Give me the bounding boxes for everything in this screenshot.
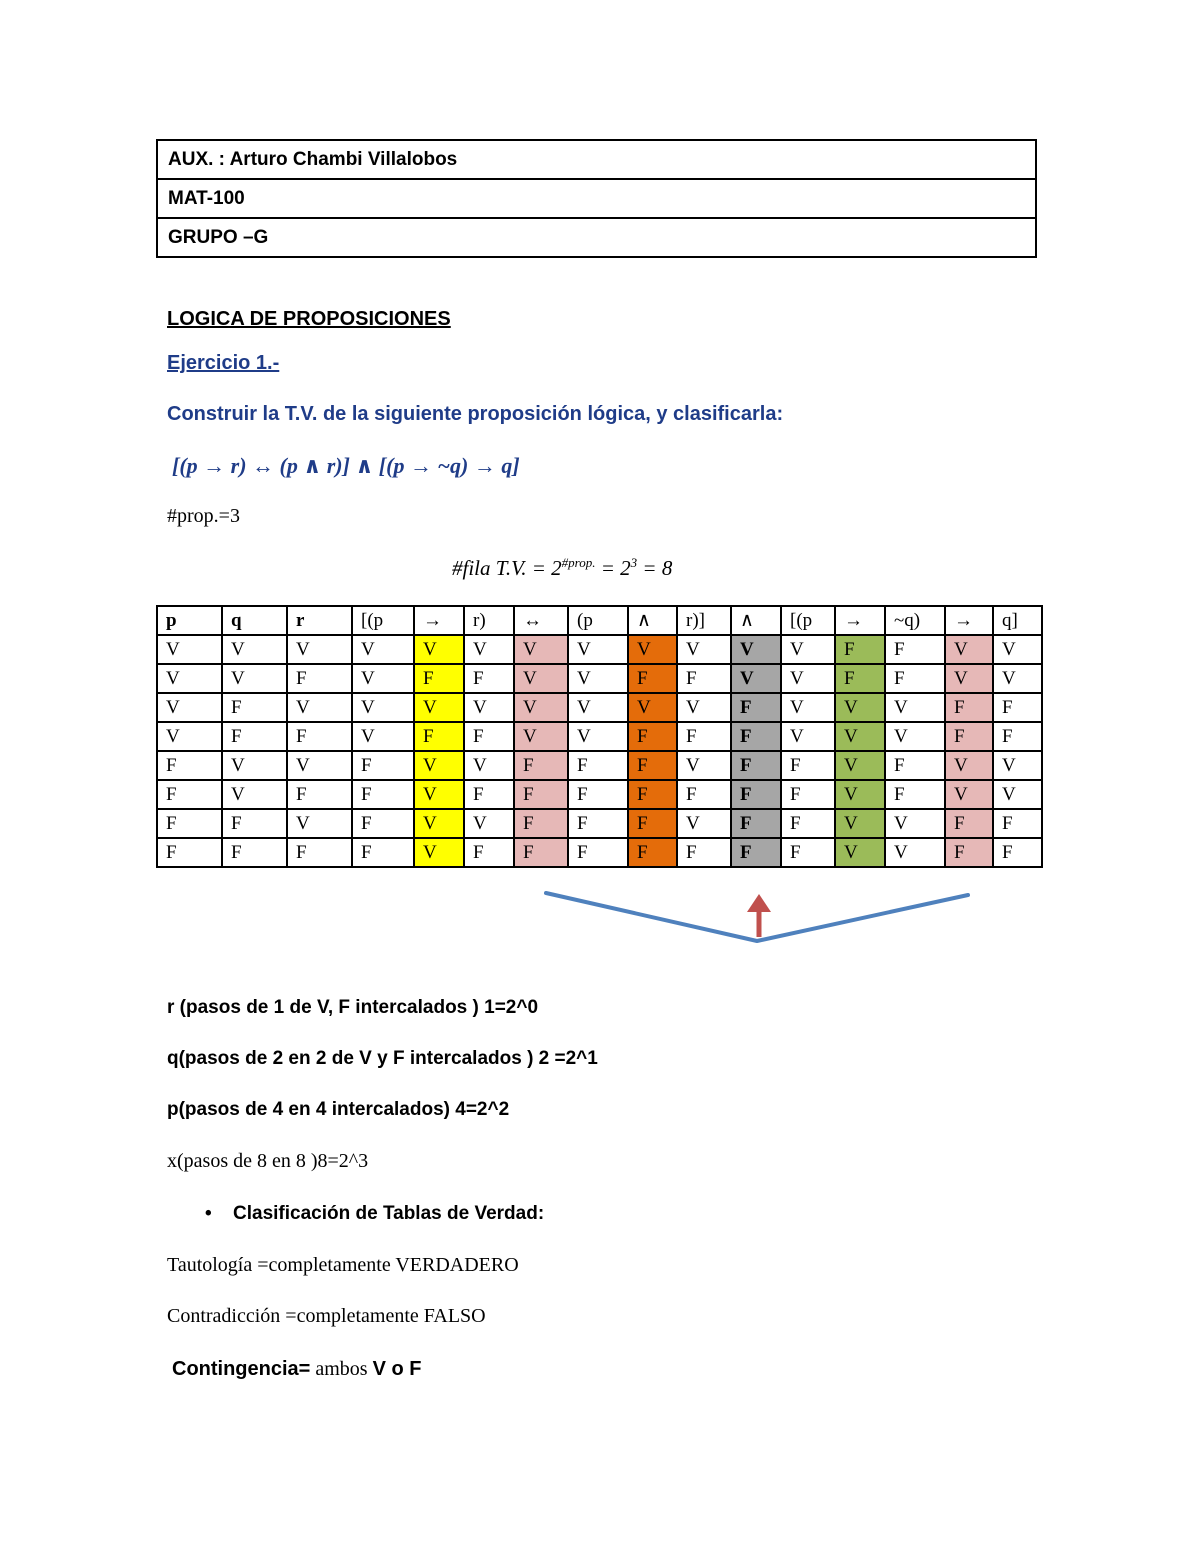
table-cell: F	[731, 780, 781, 809]
table-cell: V	[781, 693, 835, 722]
table-cell: F	[464, 664, 514, 693]
table-cell: V	[835, 780, 885, 809]
table-cell: F	[781, 780, 835, 809]
table-cell: F	[781, 838, 835, 867]
table-cell: V	[993, 635, 1042, 664]
table-cell: V	[993, 751, 1042, 780]
table-cell: F	[352, 780, 414, 809]
table-cell: V	[414, 838, 464, 867]
table-cell: V	[414, 780, 464, 809]
table-cell: F	[945, 693, 993, 722]
table-cell: V	[222, 635, 287, 664]
table-cell: F	[993, 693, 1042, 722]
table-cell: F	[568, 751, 628, 780]
table-cell: V	[464, 635, 514, 664]
table-cell: F	[885, 751, 945, 780]
table-cell: F	[464, 838, 514, 867]
table-cell: F	[568, 809, 628, 838]
table-cell: V	[568, 693, 628, 722]
table-cell: V	[628, 635, 677, 664]
table-cell: V	[157, 693, 222, 722]
table-cell: V	[993, 780, 1042, 809]
aux-name: AUX. : Arturo Chambi Villalobos	[157, 140, 1036, 179]
table-cell: V	[568, 635, 628, 664]
table-cell: V	[885, 722, 945, 751]
table-cell: F	[945, 722, 993, 751]
table-header-cell: ↔	[514, 606, 568, 635]
table-cell: F	[628, 722, 677, 751]
logic-formula: [(p → r) ↔ (p ∧ r)] ∧ [(p → ~q) → q]	[172, 453, 520, 478]
table-header-cell: [(p	[781, 606, 835, 635]
table-cell: V	[835, 809, 885, 838]
table-header-cell: ∧	[731, 606, 781, 635]
table-cell: V	[835, 838, 885, 867]
table-cell: V	[677, 809, 731, 838]
table-cell: F	[677, 838, 731, 867]
table-header-cell: ∧	[628, 606, 677, 635]
table-cell: V	[835, 751, 885, 780]
table-cell: V	[514, 722, 568, 751]
contingency-text: Contingencia= ambos V o F	[172, 1358, 422, 1380]
table-cell: F	[677, 722, 731, 751]
table-cell: V	[414, 635, 464, 664]
table-cell: F	[628, 751, 677, 780]
table-cell: F	[945, 838, 993, 867]
table-cell: V	[677, 635, 731, 664]
note-q: q(pasos de 2 en 2 de V y F intercalados ) 2 =2^1	[167, 1048, 598, 1069]
table-cell: V	[287, 635, 352, 664]
table-cell: V	[464, 693, 514, 722]
table-cell: F	[352, 838, 414, 867]
table-header-cell: q	[222, 606, 287, 635]
table-cell: V	[677, 693, 731, 722]
table-cell: F	[628, 809, 677, 838]
table-cell: F	[993, 838, 1042, 867]
table-cell: F	[731, 751, 781, 780]
table-cell: V	[945, 751, 993, 780]
table-cell: V	[464, 809, 514, 838]
table-cell: V	[885, 838, 945, 867]
table-cell: F	[731, 809, 781, 838]
table-cell: V	[781, 722, 835, 751]
table-header-cell: r)	[464, 606, 514, 635]
table-header-cell: →	[945, 606, 993, 635]
table-cell: F	[731, 838, 781, 867]
table-cell: V	[414, 693, 464, 722]
table-cell: V	[157, 722, 222, 751]
table-cell: V	[222, 664, 287, 693]
table-header-cell: p	[157, 606, 222, 635]
table-cell: V	[781, 664, 835, 693]
table-cell: F	[677, 780, 731, 809]
table-cell: V	[514, 635, 568, 664]
table-cell: F	[781, 809, 835, 838]
bullet-icon: •	[205, 1203, 212, 1224]
table-cell: F	[222, 722, 287, 751]
table-cell: F	[993, 722, 1042, 751]
table-cell: V	[222, 780, 287, 809]
table-cell: F	[514, 809, 568, 838]
table-cell: F	[352, 809, 414, 838]
table-cell: F	[993, 809, 1042, 838]
table-header-cell: r	[287, 606, 352, 635]
table-cell: F	[222, 693, 287, 722]
table-cell: F	[568, 838, 628, 867]
note-p: p(pasos de 4 en 4 intercalados) 4=2^2	[167, 1099, 510, 1120]
exercise-heading: Ejercicio 1.-	[167, 352, 280, 374]
table-cell: V	[414, 751, 464, 780]
classification-heading: • Clasificación de Tablas de Verdad:	[205, 1203, 545, 1224]
red-arrow-head	[747, 894, 771, 912]
instruction-text: Construir la T.V. de la siguiente proposición lógica, y clasificarla:	[167, 403, 784, 425]
table-header-cell: →	[835, 606, 885, 635]
table-cell: V	[157, 664, 222, 693]
table-cell: F	[287, 664, 352, 693]
table-cell: V	[287, 693, 352, 722]
rows-formula: #fila T.V. = $2^{\#prop.} = 2^3 = 8$	[452, 555, 673, 580]
table-cell: F	[568, 780, 628, 809]
table-cell: F	[352, 751, 414, 780]
table-cell: V	[731, 664, 781, 693]
table-cell: F	[157, 751, 222, 780]
table-cell: F	[222, 838, 287, 867]
table-cell: V	[352, 693, 414, 722]
table-header-cell: [(p	[352, 606, 414, 635]
table-header-cell: (p	[568, 606, 628, 635]
table-cell: V	[628, 693, 677, 722]
table-cell: V	[677, 751, 731, 780]
table-cell: V	[568, 722, 628, 751]
table-cell: F	[945, 809, 993, 838]
table-cell: F	[464, 722, 514, 751]
course-code: MAT-100	[157, 179, 1036, 218]
table-cell: F	[287, 722, 352, 751]
table-cell: F	[731, 693, 781, 722]
table-cell: F	[287, 838, 352, 867]
table-cell: F	[885, 635, 945, 664]
table-cell: V	[514, 664, 568, 693]
table-cell: V	[835, 693, 885, 722]
table-cell: F	[157, 809, 222, 838]
table-cell: V	[835, 722, 885, 751]
table-cell: F	[781, 751, 835, 780]
table-cell: V	[352, 664, 414, 693]
table-cell: F	[885, 780, 945, 809]
table-cell: F	[514, 780, 568, 809]
table-cell: V	[781, 635, 835, 664]
table-cell: V	[352, 722, 414, 751]
page-title: LOGICA DE PROPOSICIONES	[167, 308, 451, 330]
table-cell: F	[731, 722, 781, 751]
table-cell: F	[514, 838, 568, 867]
table-cell: V	[414, 809, 464, 838]
table-cell: F	[628, 838, 677, 867]
table-cell: V	[993, 664, 1042, 693]
table-header-cell: ~q)	[885, 606, 945, 635]
note-r: r (pasos de 1 de V, F intercalados ) 1=2^0	[167, 997, 539, 1018]
group-name: GRUPO –G	[157, 218, 1036, 257]
table-cell: F	[414, 664, 464, 693]
contradiction-text: Contradicción =completamente FALSO	[167, 1305, 486, 1327]
table-cell: F	[628, 664, 677, 693]
table-cell: F	[835, 635, 885, 664]
table-cell: F	[464, 780, 514, 809]
table-cell: V	[731, 635, 781, 664]
table-header-cell: q]	[993, 606, 1042, 635]
table-cell: V	[287, 751, 352, 780]
table-cell: F	[628, 780, 677, 809]
table-cell: V	[568, 664, 628, 693]
table-cell: V	[222, 751, 287, 780]
table-cell: F	[222, 809, 287, 838]
table-cell: F	[157, 838, 222, 867]
table-cell: F	[514, 751, 568, 780]
table-header-cell: →	[414, 606, 464, 635]
table-cell: V	[945, 664, 993, 693]
table-cell: V	[885, 693, 945, 722]
table-cell: F	[414, 722, 464, 751]
table-cell: F	[835, 664, 885, 693]
tautology-text: Tautología =completamente VERDADERO	[167, 1254, 519, 1276]
table-cell: V	[514, 693, 568, 722]
table-cell: F	[885, 664, 945, 693]
table-cell: V	[945, 635, 993, 664]
table-cell: F	[157, 780, 222, 809]
table-cell: V	[885, 809, 945, 838]
table-cell: F	[287, 780, 352, 809]
table-cell: V	[287, 809, 352, 838]
table-cell: V	[945, 780, 993, 809]
table-header-cell: r)]	[677, 606, 731, 635]
table-cell: V	[464, 751, 514, 780]
prop-count: #prop.=3	[167, 505, 240, 527]
table-cell: V	[157, 635, 222, 664]
table-cell: F	[677, 664, 731, 693]
note-x: x(pasos de 8 en 8 )8=2^3	[167, 1150, 369, 1172]
table-cell: V	[352, 635, 414, 664]
